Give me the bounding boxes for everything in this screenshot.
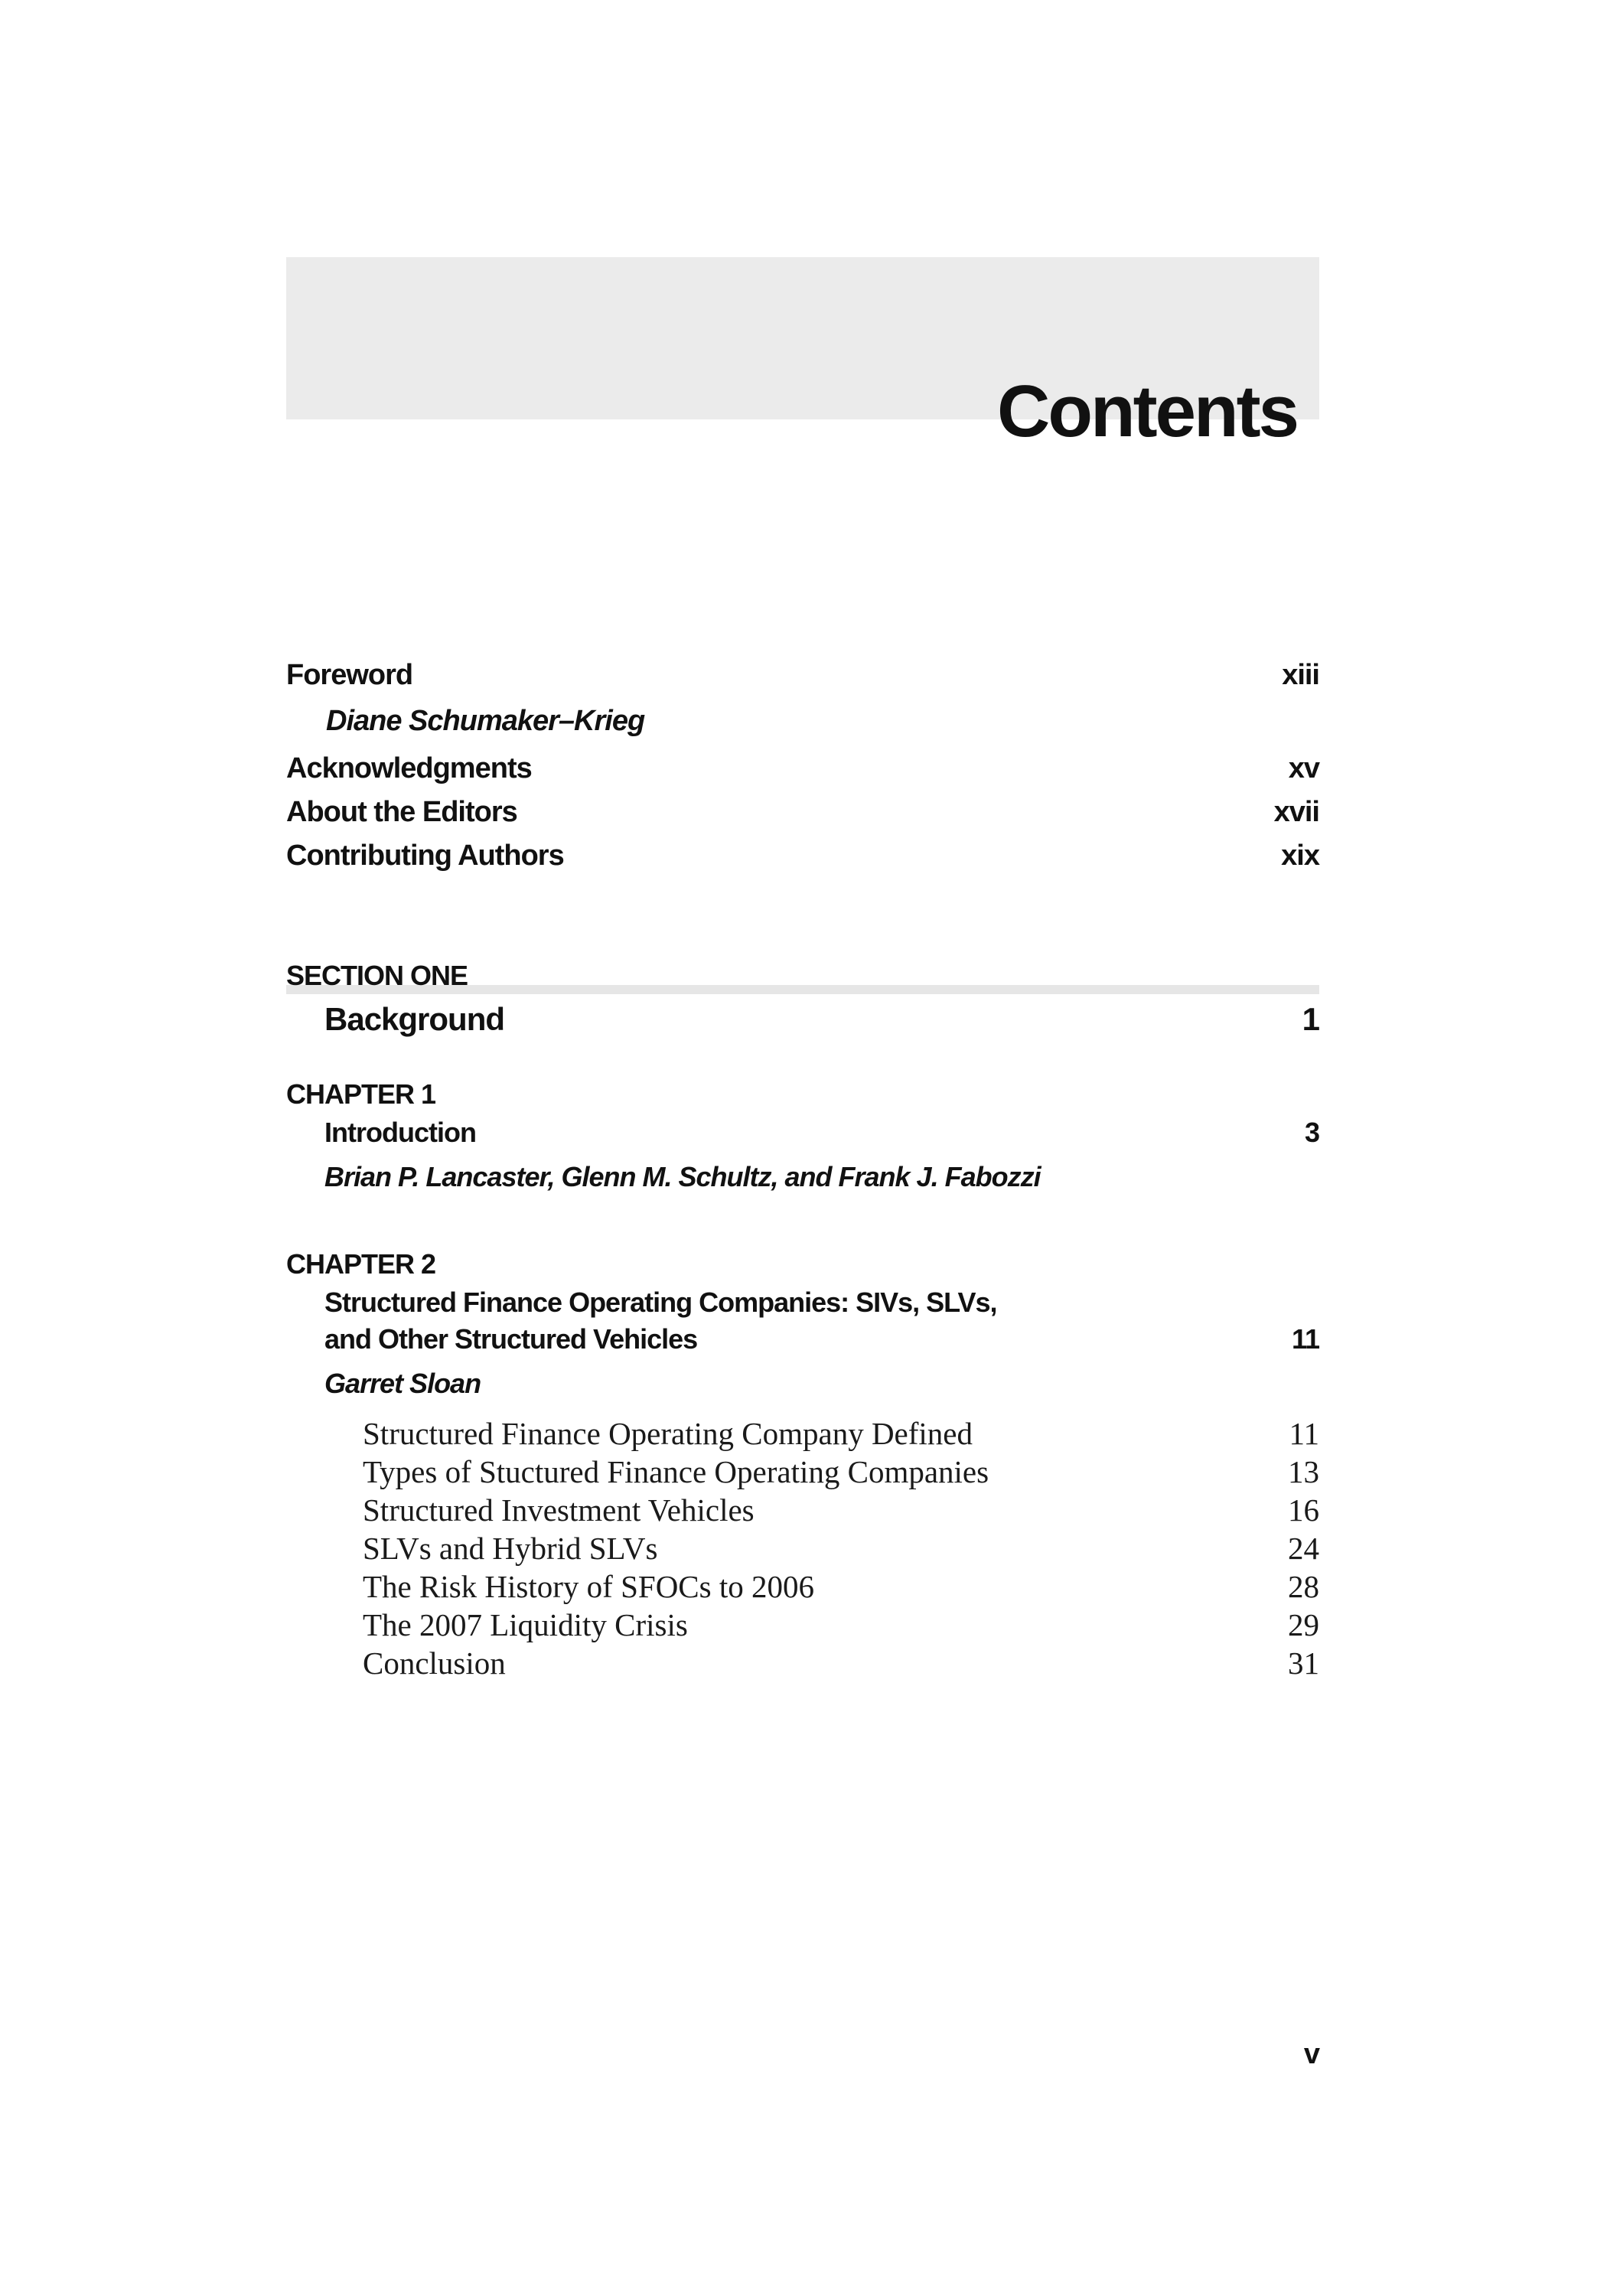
- toc-entry-foreword: [286, 654, 1319, 696]
- toc-subentry: [363, 1606, 1319, 1649]
- entry-title: Contributing Authors: [286, 840, 564, 872]
- subentry-page: 29: [1288, 1607, 1319, 1642]
- subentry-page: 28: [1288, 1569, 1319, 1604]
- chapter-2-authors: [324, 1364, 1319, 1407]
- entry-title: Acknowledgments: [286, 752, 532, 784]
- subentry-title: The 2007 Liquidity Crisis: [363, 1607, 688, 1642]
- chapter-1-label: [286, 1075, 1319, 1117]
- section-one-label: [286, 957, 1319, 1000]
- toc-entry-foreword-author: [326, 700, 1359, 742]
- subentry-title: The Risk History of SFOCs to 2006: [363, 1569, 814, 1604]
- subentry-page: 13: [1288, 1454, 1319, 1489]
- section-one-title: [324, 996, 1319, 1039]
- toc-subentry: [363, 1453, 1319, 1495]
- subentry-title: Conclusion: [363, 1645, 506, 1681]
- section-page: 1: [1302, 1001, 1319, 1037]
- chapter-1-title: [324, 1113, 1319, 1156]
- subentry-page: 16: [1288, 1492, 1319, 1528]
- toc-entry-about-editors: [286, 791, 1319, 833]
- subentry-page: 31: [1288, 1645, 1319, 1681]
- chapter-title-text: and Other Structured Vehicles: [324, 1323, 698, 1355]
- subentry-page: 11: [1289, 1416, 1319, 1451]
- entry-title: About the Editors: [286, 796, 517, 828]
- chapter-2-label: [286, 1244, 1319, 1287]
- chapter-label-text: CHAPTER 1: [286, 1078, 436, 1110]
- toc-entry-acknowledgments: [286, 747, 1319, 790]
- chapter-label-text: CHAPTER 2: [286, 1248, 436, 1280]
- entry-page: xvii: [1273, 796, 1319, 828]
- subentry-page: 24: [1288, 1531, 1319, 1566]
- chapter-author-text: Brian P. Lancaster, Glenn M. Schultz, and Frank J. Fabozzi: [324, 1161, 1041, 1192]
- toc-subentry: [363, 1414, 1319, 1457]
- toc-subentry: [363, 1529, 1319, 1572]
- chapter-page: 11: [1291, 1323, 1319, 1355]
- toc-subentry: [363, 1644, 1319, 1687]
- subentry-title: SLVs and Hybrid SLVs: [363, 1531, 658, 1566]
- entry-title: Foreword: [286, 659, 413, 691]
- entry-page: xiii: [1282, 659, 1319, 691]
- chapter-title-text: Introduction: [324, 1117, 476, 1148]
- subentry-title: Structured Investment Vehicles: [363, 1492, 755, 1528]
- toc-subentry: [363, 1491, 1319, 1534]
- chapter-1-authors: [324, 1157, 1319, 1200]
- entry-page: xix: [1281, 840, 1319, 872]
- section-label-text: SECTION ONE: [286, 960, 468, 991]
- page-number: [286, 2033, 1319, 2076]
- subentry-title: Types of Stuctured Finance Operating Companies: [363, 1454, 989, 1489]
- section-title-text: Background: [324, 1001, 505, 1037]
- chapter-author-text: Garret Sloan: [324, 1368, 481, 1399]
- chapter-page: 3: [1304, 1117, 1319, 1148]
- page-title: Contents: [997, 370, 1297, 452]
- chapter-2-title-line-2: [324, 1319, 1319, 1362]
- toc-subentry: [363, 1567, 1319, 1610]
- subentry-title: Structured Finance Operating Company Defined: [363, 1416, 973, 1451]
- entry-author: Diane Schumaker–Krieg: [326, 705, 645, 737]
- folio-text: v: [1303, 2038, 1319, 2070]
- chapter-title-text: Structured Finance Operating Companies: SIVs, SLVs,: [324, 1287, 997, 1318]
- entry-page: xv: [1288, 752, 1319, 784]
- toc-entry-contributing-authors: [286, 834, 1319, 877]
